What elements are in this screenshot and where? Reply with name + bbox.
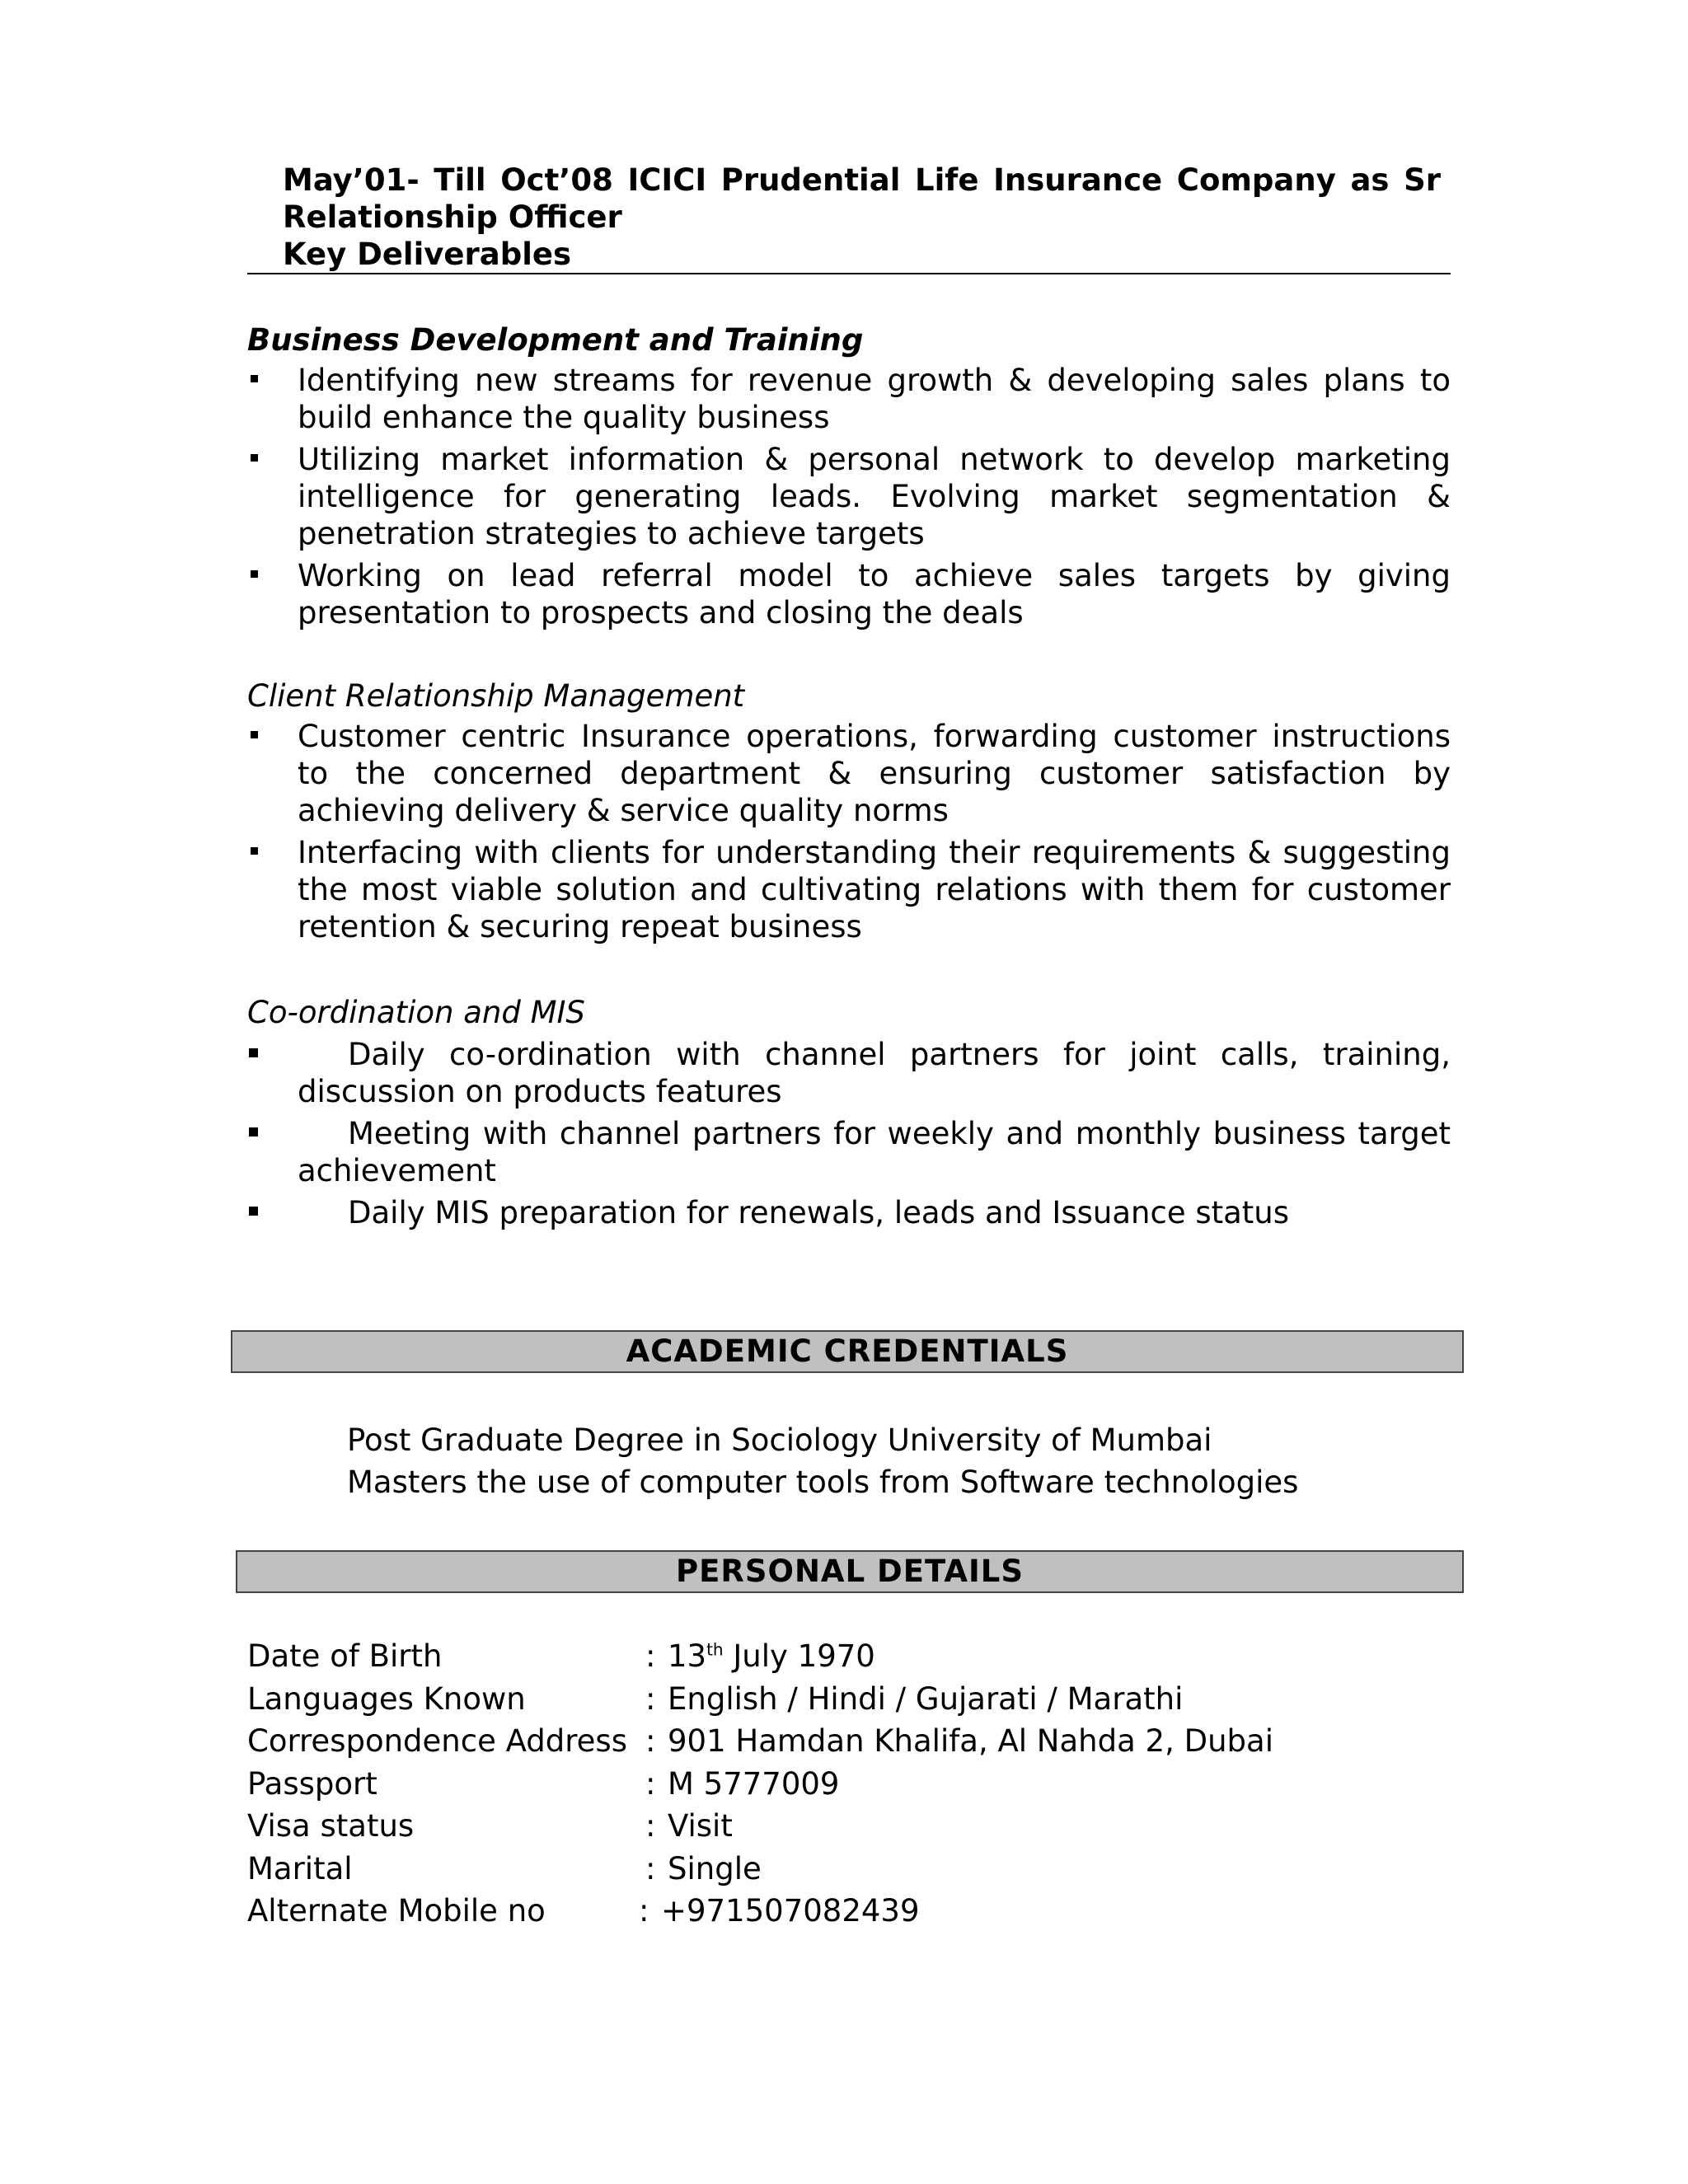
bullet-list — [247, 718, 1451, 945]
detail-label: Date of Birth — [247, 1638, 443, 1674]
detail-label: Languages Known — [247, 1680, 526, 1717]
list-item: Daily co-ordination with channel partners for joint calls, training, discussion on products features — [247, 1036, 1451, 1110]
detail-label: Passport — [247, 1765, 377, 1802]
list-item: Customer centric Insurance operations, forwarding customer instructions to the concerned department & ensuring customer satisfaction by achieving delivery & service quality norms — [247, 718, 1451, 829]
detail-value: +971507082439 — [661, 1893, 920, 1929]
bullet-icon — [251, 731, 258, 738]
bullet-icon — [251, 454, 258, 462]
detail-value: M 5777009 — [668, 1765, 840, 1802]
job-header — [283, 162, 1441, 273]
detail-value: English / Hindi / Gujarati / Marathi — [668, 1680, 1184, 1717]
list-item: Working on lead referral model to achieve sales targets by giving presentation to prospects and closing the deals — [247, 557, 1451, 631]
detail-value: 901 Hamdan Khalifa, Al Nahda 2, Dubai — [668, 1723, 1273, 1759]
section-coordination-mis — [247, 994, 1451, 1236]
detail-separator: : — [645, 1723, 656, 1759]
key-deliverables-label: Key Deliverables — [283, 237, 572, 272]
detail-label: Visa status — [247, 1808, 415, 1844]
detail-value: Single — [668, 1850, 762, 1886]
detail-separator: : — [645, 1808, 656, 1844]
bullet-list — [247, 362, 1451, 631]
bullet-icon — [251, 375, 258, 382]
list-item: Daily MIS preparation for renewals, leads and Issuance status — [247, 1194, 1451, 1231]
list-item: Meeting with channel partners for weekly and monthly business target achievement — [247, 1115, 1451, 1189]
bullet-list — [247, 1036, 1451, 1231]
academic-credentials-banner: ACADEMIC CREDENTIALS — [231, 1330, 1464, 1373]
bullet-icon — [249, 1048, 258, 1057]
academic-lines — [347, 1419, 1298, 1503]
section-heading: Client Relationship Management — [247, 678, 745, 714]
academic-line: Masters the use of computer tools from Software technologies — [347, 1465, 1299, 1500]
section-heading: Co-ordination and MIS — [247, 995, 585, 1030]
job-title-line1: May’01- Till Oct’08 ICICI Prudential Life Insurance Company as Sr — [283, 162, 1441, 198]
bullet-icon — [249, 1127, 258, 1137]
detail-separator: : — [645, 1680, 656, 1717]
detail-separator: : — [645, 1765, 656, 1802]
job-title-line2: Relationship Officer — [283, 199, 622, 235]
detail-label: Alternate Mobile no — [247, 1893, 546, 1929]
section-business-development — [247, 321, 1451, 636]
detail-value: Visit — [668, 1808, 733, 1844]
bullet-icon — [251, 847, 258, 855]
list-item: Utilizing market information & personal network to develop marketing intelligence for generating leads. Evolving market segmentation & penetration strategies to achieve targets — [247, 441, 1451, 552]
personal-details-banner: PERSONAL DETAILS — [236, 1550, 1464, 1593]
detail-label: Marital — [247, 1850, 353, 1886]
detail-value: 13th July 1970 — [668, 1638, 875, 1674]
section-heading: Business Development and Training — [247, 322, 864, 358]
divider-line — [247, 273, 1451, 274]
detail-separator: : — [645, 1638, 656, 1674]
list-item: Interfacing with clients for understanding their requirements & suggesting the most viable solution and cultivating relations with them for customer retention & securing repeat business — [247, 834, 1451, 945]
detail-label: Correspondence Address — [247, 1723, 627, 1759]
academic-line: Post Graduate Degree in Sociology University of Mumbai — [347, 1422, 1212, 1458]
section-client-relationship — [247, 677, 1451, 950]
detail-separator: : — [645, 1850, 656, 1886]
list-item: Identifying new streams for revenue growth & developing sales plans to build enhance the quality business — [247, 362, 1451, 436]
detail-separator: : — [639, 1893, 649, 1929]
bullet-icon — [249, 1207, 258, 1216]
bullet-icon — [251, 570, 258, 578]
